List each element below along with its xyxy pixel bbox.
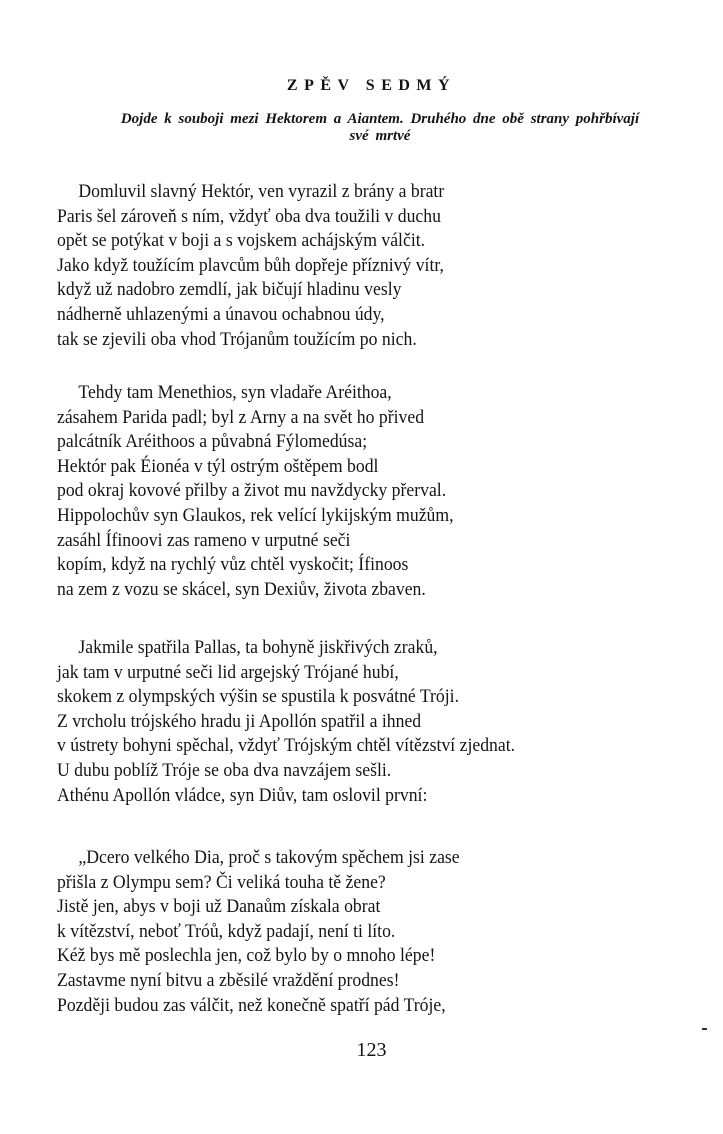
stanza-3 — [57, 636, 717, 808]
verse-line: palcátník Aréithoos a půvabná Fýlomedúsa; — [57, 431, 368, 453]
verse-line: Z vrcholu trójského hradu ji Apollón spatřil a ihned — [57, 710, 422, 732]
verse-line: Jakmile spatřila Pallas, ta bohyně jiskřivých zraků, — [78, 637, 438, 658]
verse-line: Jistě jen, abys v boji už Danaům získala obrat — [57, 896, 381, 918]
verse-line: Později budou zas válčit, než konečně spatří pád Tróje, — [57, 994, 446, 1016]
verse-line: Jako když toužícím plavcům bůh dopřeje příznivý vítr, — [57, 254, 444, 276]
verse-line: zasáhl Ífinoovi zas rameno v urputné seči — [57, 529, 351, 551]
subtitle-line: své mrtvé — [349, 128, 411, 144]
chapter-subtitle — [40, 111, 720, 145]
verse-line: kopím, když na rychlý vůz chtěl vyskočit; Ífinoos — [57, 554, 409, 576]
verse-line: tak se zjevili oba vhod Trójanům toužícím po nich. — [57, 328, 417, 350]
verse-line: Hektór pak Éionéa v týl ostrým oštěpem bodl — [57, 455, 379, 477]
verse-line: v ústrety bohyni spěchal, vždyť Trójským chtěl vítězství zjednat. — [57, 735, 516, 757]
verse-line: když už nadobro zemdlí, jak bičují hladinu vesly — [57, 279, 402, 301]
verse-line: opět se potýkat v boji a s vojskem achájským válčit. — [57, 230, 426, 252]
verse-line: zásahem Parida padl; byl z Arny a na svět ho přived — [57, 406, 425, 428]
verse-line: Tehdy tam Menethios, syn vladaře Aréithoa, — [78, 382, 392, 403]
verse-line: přišla z Olympu sem? Či veliká touha tě žene? — [57, 871, 386, 893]
verse-line: U dubu poblíž Tróje se oba dva navzájem sešli. — [57, 759, 392, 781]
verse-line: jak tam v urputné seči lid argejský Trójané hubí, — [57, 661, 399, 683]
page-number: 123 — [356, 1039, 387, 1061]
verse-line: Paris šel zároveň s ním, vždyť oba dva toužili v duchu — [57, 205, 441, 227]
verse-line: k vítězství, neboť Tróů, když padají, není ti líto. — [57, 920, 396, 942]
verse-line: „Dcero velkého Dia, proč s takovým spěchem jsi zase — [78, 847, 460, 868]
stanza-4 — [57, 846, 717, 1018]
verse-line: nádherně uhlazenými a únavou ochabnou údy, — [57, 303, 385, 325]
verse-line: pod okraj kovové přilby a život mu navždycky přerval. — [57, 480, 447, 502]
verse-line: Athénu Apollón vládce, syn Diův, tam oslovil první: — [57, 784, 428, 806]
subtitle-line: Dojde k souboji mezi Hektorem a Aiantem. Druhého dne obě strany pohřbívají — [120, 111, 640, 127]
verse-line: skokem z olympských výšin se spustila k posvátné Tróji. — [57, 686, 459, 708]
chapter-title: ZPĚV SEDMÝ — [286, 77, 457, 94]
verse-line: Domluvil slavný Hektór, ven vyrazil z brány a bratr — [78, 181, 445, 202]
verse-line: Hippolochův syn Glaukos, rek velící lykijským mužům, — [57, 504, 454, 526]
verse-line: Kéž bys mě poslechla jen, což bylo by o mnoho lépe! — [57, 945, 436, 967]
verse-line: na zem z vozu se skácel, syn Dexiův, života zbaven. — [57, 578, 426, 600]
verse-line: Zastavme nyní bitvu a zběsilé vraždění prodnes! — [57, 969, 400, 991]
stanza-2 — [57, 381, 717, 602]
scan-edge-mark — [702, 1028, 707, 1030]
stanza-1 — [57, 180, 717, 352]
